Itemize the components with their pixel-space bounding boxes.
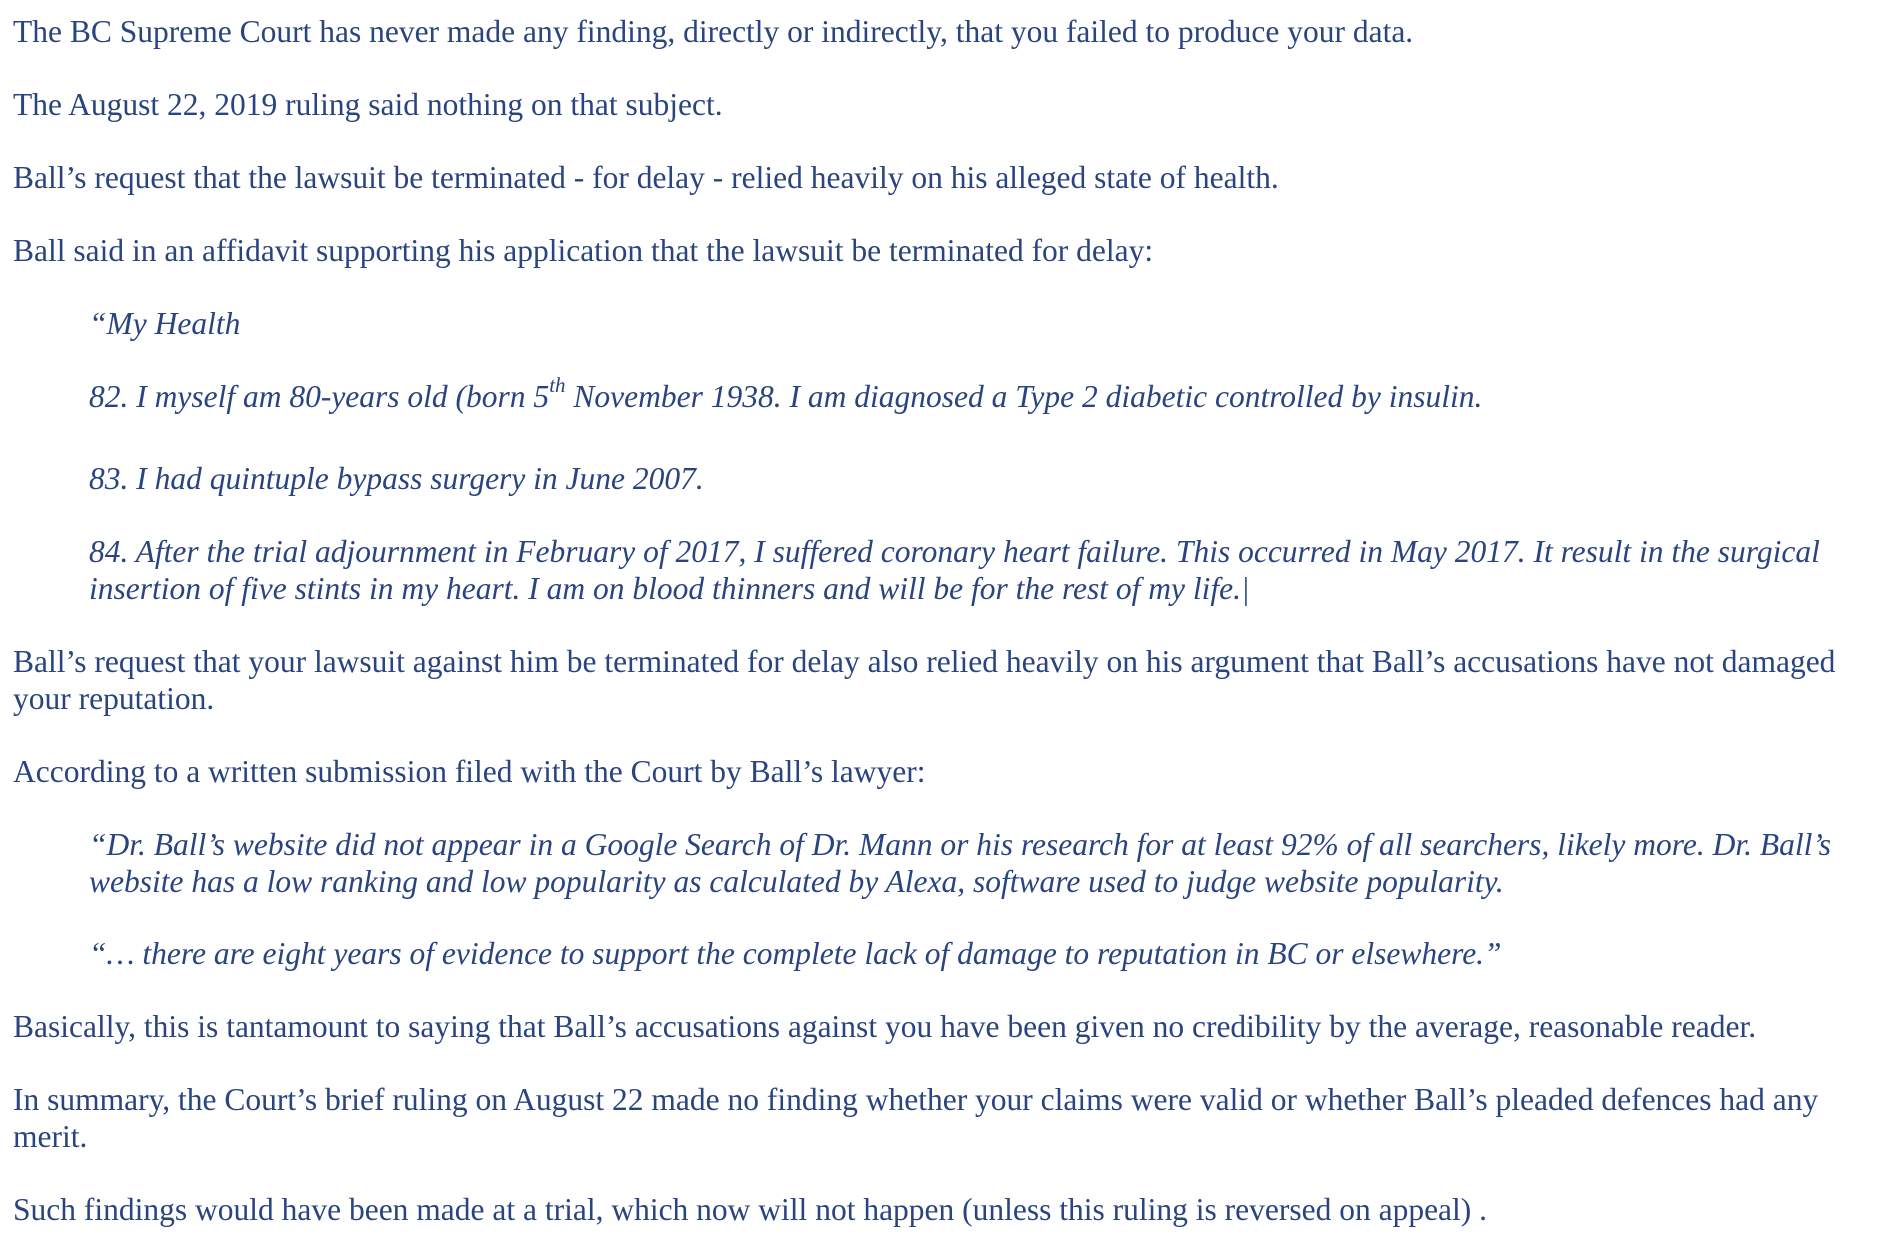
submission-quote-evidence: “… there are eight years of evidence to support the complete lack of damage to reputation in BC or elsewhere.” [89, 936, 1502, 971]
affidavit-item-83: 83. I had quintuple bypass surgery in June 2007. [89, 461, 704, 496]
submission-quote-google: “Dr. Ball’s website did not appear in a Google Search of Dr. Mann or his research for at least 92% of all searchers, likely more. Dr. Ball’s website has a low ranking and low popularity as calculated by Alexa, software used to judge website popularity. [89, 827, 1832, 899]
paragraph-health-request: Ball’s request that the lawsuit be terminated - for delay - relied heavily on his alleged state of health. [13, 160, 1279, 195]
affidavit-item-82 [89, 372, 1886, 415]
affidavit-item-82-text-end: November 1938. I am diagnosed a Type 2 diabetic controlled by insulin. [565, 379, 1483, 414]
paragraph-no-finding: The BC Supreme Court has never made any finding, directly or indirectly, that you failed to produce your data. [13, 14, 1414, 49]
ordinal-suffix: th [549, 372, 566, 397]
affidavit-heading: “My Health [89, 306, 241, 341]
paragraph-affidavit-intro: Ball said in an affidavit supporting his application that the lawsuit be terminated for delay: [13, 233, 1154, 268]
paragraph-august-ruling: The August 22, 2019 ruling said nothing on that subject. [13, 87, 723, 122]
affidavit-item-82-text: 82. I myself am 80-years old (born 5 [89, 379, 550, 414]
paragraph-trial-findings: Such findings would have been made at a trial, which now will not happen (unless this ruling is reversed on appeal) . [13, 1192, 1488, 1227]
paragraph-submission-intro: According to a written submission filed with the Court by Ball’s lawyer: [13, 754, 926, 789]
paragraph-summary: In summary, the Court’s brief ruling on August 22 made no finding whether your claims were valid or whether Ball’s pleaded defences had any merit. [13, 1082, 1819, 1154]
paragraph-reputation-argument: Ball’s request that your lawsuit against him be terminated for delay also relied heavily on his argument that Ball’s accusations have not damaged your reputation. [13, 644, 1836, 716]
paragraph-credibility: Basically, this is tantamount to saying that Ball’s accusations against you have been given no credibility by the average, reasonable reader. [13, 1009, 1757, 1044]
affidavit-item-84: 84. After the trial adjournment in February of 2017, I suffered coronary heart failure. This occurred in May 2017. It result in the surgical insertion of five stints in my heart. I am on blood thinners and will be for the rest of my life.| [89, 534, 1820, 606]
